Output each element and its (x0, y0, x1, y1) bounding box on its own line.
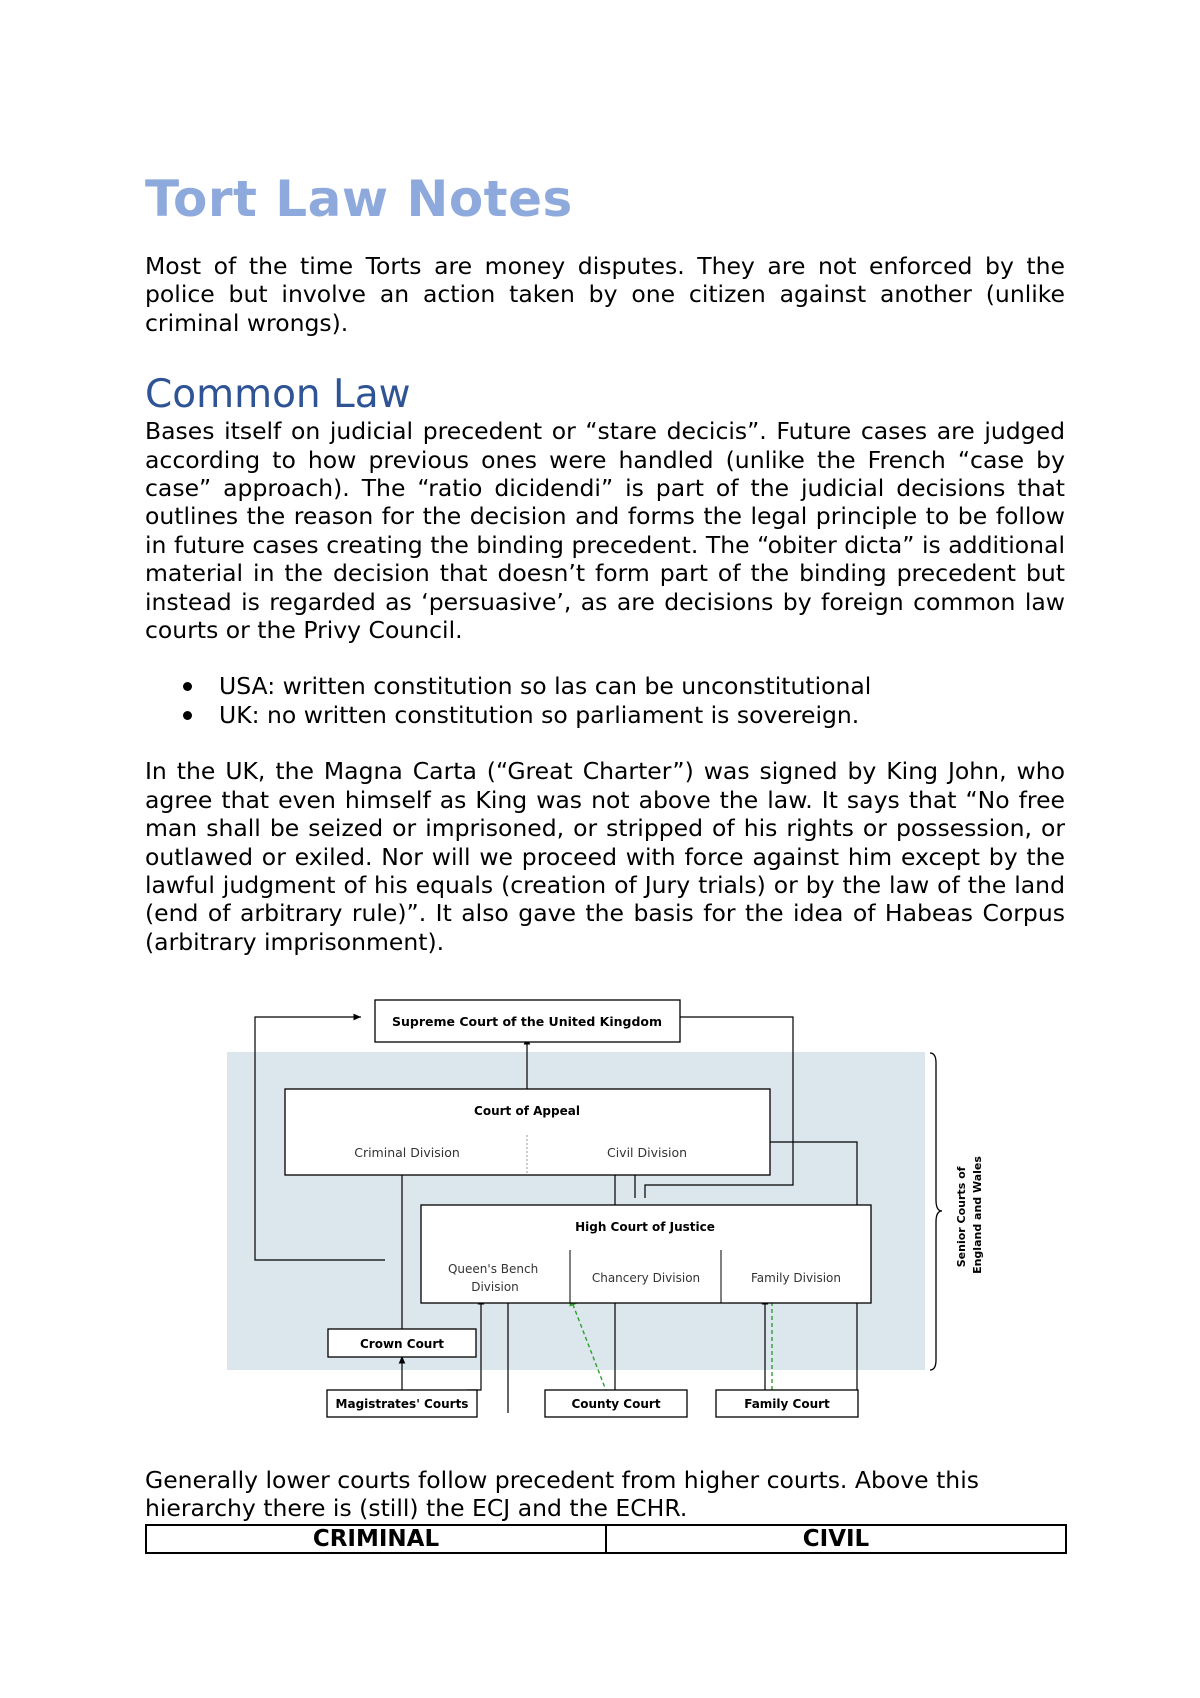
lower-courts-paragraph: Generally lower courts follow precedent from higher courts. Above this hierarchy there is (still) the ECJ and the ECHR. (145, 1466, 979, 1523)
bullet-text: UK: no written constitution so parliament is sovereign. (219, 700, 860, 729)
criminal-division-label: Criminal Division (354, 1145, 460, 1160)
bullet-item (145, 672, 1065, 700)
common-law-paragraph: Bases itself on judicial precedent or “stare decicis”. Future cases are judged according to how previous ones were handled (unlike the French “case by case” approach). The “ratio dicidendi” is part of the judicial decisions that outlines the reason for the decision and forms the legal principle to be follow in future cases creating the binding precedent. The “obiter dicta” is additional material in the decision that doesn’t form part of the binding precedent but instead is regarded as ‘persuasive’, as are decisions by foreign common law courts or the Privy Council. (145, 417, 1065, 645)
table-header-criminal: CRIMINAL (146, 1525, 606, 1553)
supreme-court-label: Supreme Court of the United Kingdom (391, 1014, 663, 1029)
court-hierarchy-diagram (225, 985, 984, 1435)
document-body (145, 168, 1065, 956)
intro-paragraph: Most of the time Torts are money disputes. They are not enforced by the police but involve an action taken by one citizen against another (unlike criminal wrongs). (145, 252, 1065, 337)
family-division-label: Family Division (751, 1271, 841, 1285)
senior-courts-label: Senior Courts of England and Wales (955, 1156, 984, 1274)
court-of-appeal-box (285, 1089, 770, 1175)
document-title: Tort Law Notes (145, 170, 573, 228)
civil-division-label: Civil Division (606, 1145, 688, 1160)
crown-court-label: Crown Court (359, 1337, 445, 1351)
senior-courts-bracket (930, 1053, 942, 1370)
bullet-icon (183, 711, 192, 720)
bullet-text: USA: written constitution so las can be unconstitutional (219, 672, 872, 701)
section-heading-common-law: Common Law (145, 372, 411, 418)
county-court-label: County Court (571, 1397, 661, 1411)
court-of-appeal-label: Court of Appeal (474, 1104, 580, 1118)
queens-bench-label: Queen's Bench Division (447, 1262, 539, 1294)
criminal-civil-table (145, 1524, 1067, 1554)
bullet-icon (183, 682, 192, 691)
magistrates-courts-label: Magistrates' Courts (335, 1397, 469, 1411)
table-header-row (146, 1525, 1066, 1553)
high-court-label: High Court of Justice (575, 1220, 715, 1234)
chancery-division-label: Chancery Division (591, 1271, 701, 1285)
bullet-list (145, 672, 1065, 729)
table-header-civil: CIVIL (606, 1525, 1066, 1553)
magna-carta-paragraph: In the UK, the Magna Carta (“Great Charter”) was signed by King John, who agree that even himself as King was not above the law. It says that “No free man shall be seized or imprisoned, or stripped of his rights or possession, or outlawed or exiled. Nor will we proceed with force against him except by the lawful judgment of his equals (creation of Jury trials) or by the law of the land (end of arbitrary rule)”. It also gave the basis for the idea of Habeas Corpus (arbitrary imprisonment). (145, 757, 1065, 956)
family-court-label: Family Court (744, 1397, 830, 1411)
bullet-item (145, 701, 1065, 729)
